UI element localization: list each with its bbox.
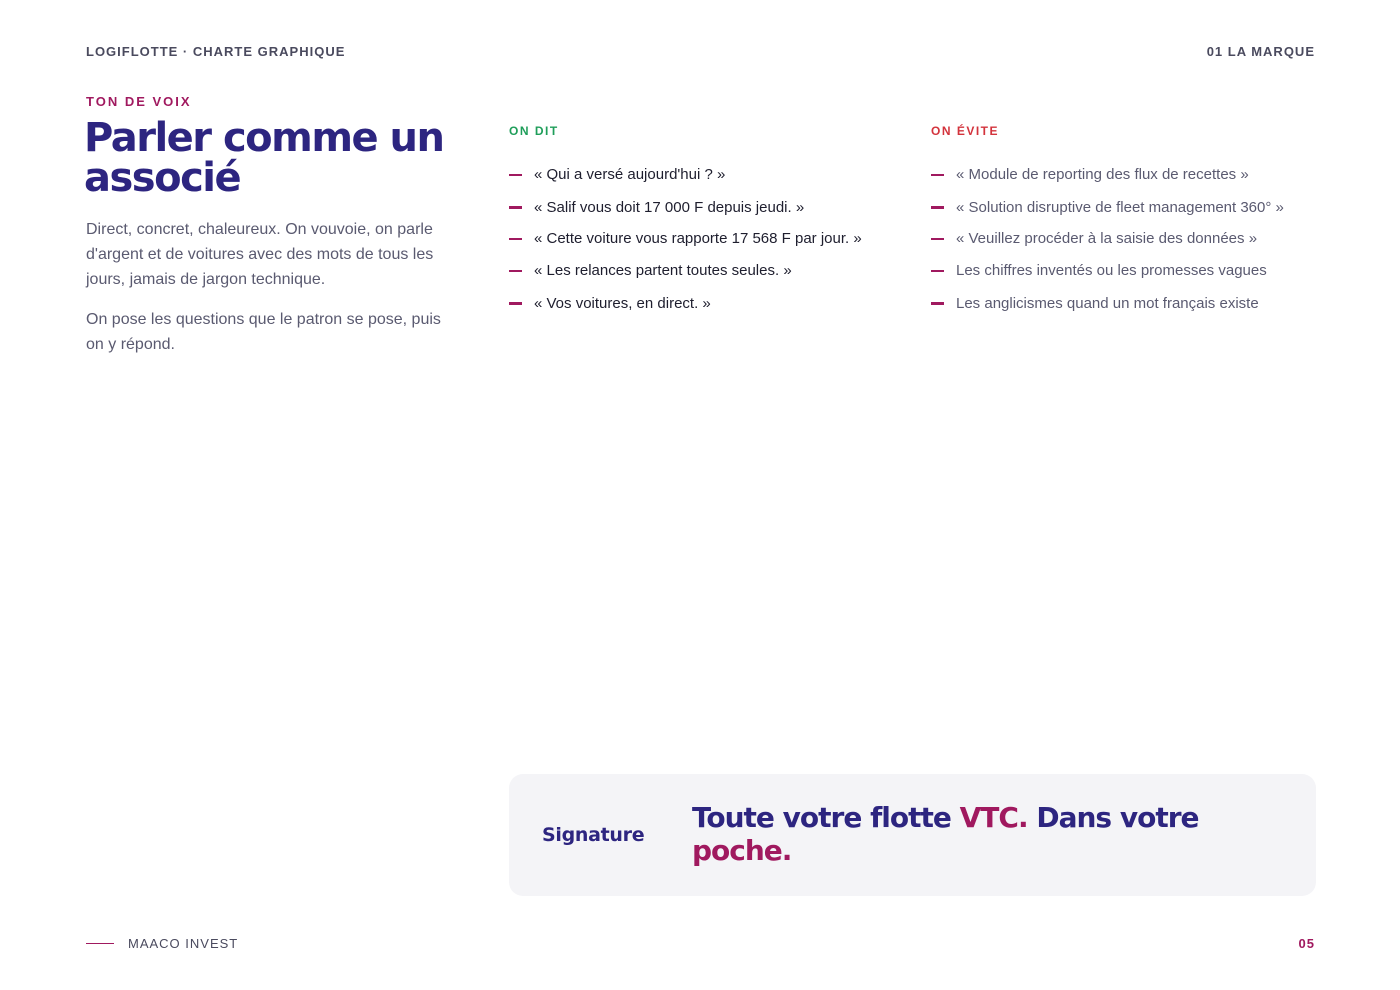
tagline-accent: VTC. [959, 801, 1028, 834]
on-evite-label: ON ÉVITE [931, 124, 1000, 138]
dash-icon [509, 174, 522, 176]
list-item: « Vos voitures, en direct. » [509, 287, 909, 319]
signature-tagline [692, 801, 1292, 867]
dash-icon [931, 270, 944, 272]
dash-icon [509, 238, 522, 240]
list-item: « Qui a versé aujourd'hui ? » [509, 158, 909, 191]
list-item: « Module de reporting des flux de recettes » [931, 158, 1321, 191]
dash-icon [931, 302, 944, 305]
on-evite-column [931, 124, 1321, 319]
dash-icon [931, 238, 944, 240]
signature-label: Signature [542, 824, 645, 846]
dash-icon [509, 206, 522, 209]
list-item: « Veuillez procéder à la saisie des données » [931, 223, 1321, 254]
tagline-part: Dans votre [1027, 801, 1199, 834]
secondary-paragraph: On pose les questions que le patron se pose, puis on y répond. [86, 311, 441, 353]
tagline-accent: poche. [692, 834, 792, 867]
list-item: « Salif vous doit 17 000 F depuis jeudi. » [509, 191, 909, 223]
list-item: Les anglicismes quand un mot français existe [931, 287, 1321, 319]
signature-card [509, 774, 1316, 896]
intro-paragraph: Direct, concret, chaleureux. On vouvoie, on parle d'argent et de voitures avec des mots de tous les jours, jamais de jargon technique. [86, 221, 434, 288]
dash-icon [931, 206, 944, 209]
page-number: 05 [1298, 936, 1315, 951]
on-dit-column [509, 124, 909, 319]
tagline-part: Toute votre flotte [692, 801, 960, 834]
dash-icon [931, 174, 944, 176]
list-item: « Les relances partent toutes seules. » [509, 254, 909, 287]
on-dit-label: ON DIT [509, 124, 559, 138]
footer-divider [86, 943, 114, 944]
section-eyebrow: TON DE VOIX [86, 94, 192, 109]
page-title: Parler comme un associé [84, 115, 444, 201]
dash-icon [509, 270, 522, 272]
document-header-title: LOGIFLOTTE · CHARTE GRAPHIQUE [86, 44, 346, 59]
chapter-label: 01 LA MARQUE [1206, 44, 1315, 59]
dash-icon [509, 302, 522, 305]
list-item: « Cette voiture vous rapporte 17 568 F par jour. » [509, 223, 909, 254]
list-item: « Solution disruptive de fleet management 360° » [931, 191, 1321, 223]
footer-company: MAACO INVEST [128, 936, 239, 951]
list-item: Les chiffres inventés ou les promesses vagues [931, 254, 1321, 287]
